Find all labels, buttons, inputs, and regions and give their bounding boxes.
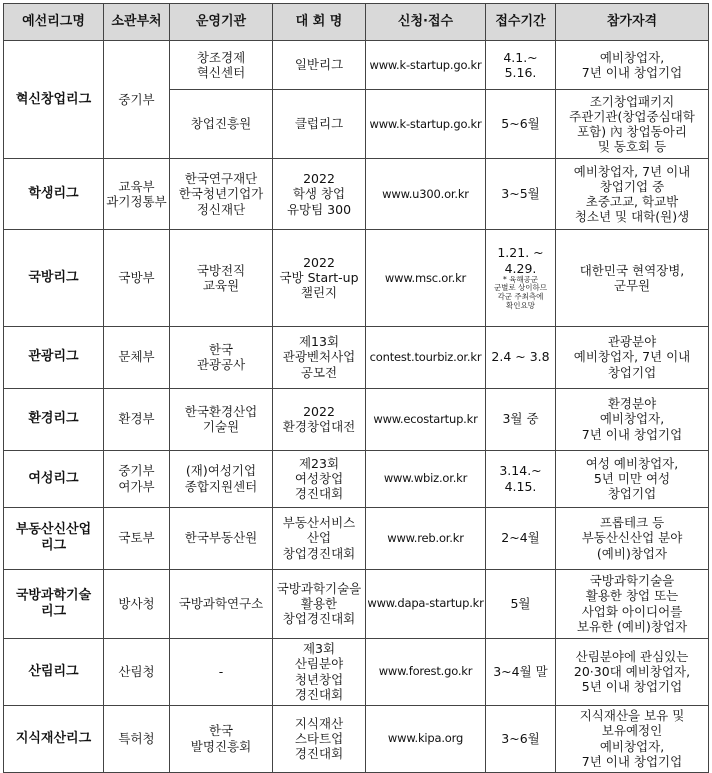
league-name: 국방과학기술 리그 [4, 569, 104, 638]
application-period: 3.14.~ 4.15. [486, 450, 556, 507]
ministry: 산림청 [104, 638, 170, 705]
qualification: 예비창업자, 7년 이내 창업기업 중 초중고교, 학교밖 청소년 및 대학(원)생 [556, 159, 709, 230]
qualification: 조기창업패키지 주관기관(창업중심대학 포함) 內 창업동아리 및 동호회 등 [556, 90, 709, 159]
league-name: 학생리그 [4, 159, 104, 230]
table-row [4, 159, 709, 230]
header-qualification: 참가자격 [556, 4, 709, 41]
header-contest: 대 회 명 [273, 4, 366, 41]
ministry: 중기부 여가부 [104, 450, 170, 507]
application-period: 5~6월 [486, 90, 556, 159]
ministry: 국토부 [104, 507, 170, 569]
operating-org: - [170, 638, 273, 705]
header-site: 신청·접수 [366, 4, 486, 41]
application-period-cell [486, 230, 556, 327]
application-site: www.u300.or.kr [366, 159, 486, 230]
application-period: 3월 중 [486, 388, 556, 450]
contest-name: 일반리그 [273, 41, 366, 90]
application-site: www.reb.or.kr [366, 507, 486, 569]
contest-name: 2022 국방 Start-up 챌린지 [273, 230, 366, 327]
contest-name: 클럽리그 [273, 90, 366, 159]
operating-org: 창조경제 혁신센터 [170, 41, 273, 90]
table-row [4, 230, 709, 327]
operating-org: (재)여성기업 종합지원센터 [170, 450, 273, 507]
operating-org: 국방전직 교육원 [170, 230, 273, 327]
qualification: 환경분야 예비창업자, 7년 이내 창업기업 [556, 388, 709, 450]
application-site: www.msc.or.kr [366, 230, 486, 327]
application-site: contest.tourbiz.or.kr [366, 326, 486, 388]
contest-name: 지식재산 스타트업 경진대회 [273, 705, 366, 772]
league-name: 산림리그 [4, 638, 104, 705]
application-site: www.kipa.org [366, 705, 486, 772]
operating-org: 한국연구재단 한국청년기업가 정신재단 [170, 159, 273, 230]
table-row [4, 41, 709, 90]
table-row [4, 450, 709, 507]
application-period: 4.1.~ 5.16. [486, 41, 556, 90]
header-org: 운영기관 [170, 4, 273, 41]
contest-name: 국방과학기술을 활용한 창업경진대회 [273, 569, 366, 638]
application-period: 2~4월 [486, 507, 556, 569]
qualification: 예비창업자, 7년 이내 창업기업 [556, 41, 709, 90]
ministry: 문체부 [104, 326, 170, 388]
qualification: 산림분야에 관심있는 20·30대 예비창업자, 5년 이내 창업기업 [556, 638, 709, 705]
operating-org: 한국환경산업 기술원 [170, 388, 273, 450]
operating-org: 창업진흥원 [170, 90, 273, 159]
ministry: 방사청 [104, 569, 170, 638]
ministry: 국방부 [104, 230, 170, 327]
application-period: 3~6월 [486, 705, 556, 772]
contest-name: 부동산서비스 산업 창업경진대회 [273, 507, 366, 569]
operating-org: 국방과학연구소 [170, 569, 273, 638]
league-name: 부동산신산업 리그 [4, 507, 104, 569]
period-note: * 육해공군 군별로 상이하므 각군 주최측에 확인요망 [493, 274, 548, 310]
application-site: www.dapa-startup.kr [366, 569, 486, 638]
application-period: 2.4 ~ 3.8 [486, 326, 556, 388]
header-ministry: 소관부처 [104, 4, 170, 41]
application-period: 5월 [486, 569, 556, 638]
application-site: www.k-startup.go.kr [366, 41, 486, 90]
contest-name: 제3회 산림분야 청년창업 경진대회 [273, 638, 366, 705]
ministry: 교육부 과기정통부 [104, 159, 170, 230]
contest-name: 제23회 여성창업 경진대회 [273, 450, 366, 507]
application-site: www.wbiz.or.kr [366, 450, 486, 507]
contest-name: 제13회 관광벤처사업 공모전 [273, 326, 366, 388]
application-period: 3~4월 말 [486, 638, 556, 705]
qualification: 프롭테크 등 부동산신산업 분야 (예비)창업자 [556, 507, 709, 569]
qualification: 대한민국 현역장병, 군무원 [556, 230, 709, 327]
application-period: 3~5월 [486, 159, 556, 230]
qualification: 국방과학기술을 활용한 창업 또는 사업화 아이디어를 보유한 (예비)창업자 [556, 569, 709, 638]
operating-org: 한국 관광공사 [170, 326, 273, 388]
operating-org: 한국부동산원 [170, 507, 273, 569]
table-row [4, 638, 709, 705]
ministry: 환경부 [104, 388, 170, 450]
contest-name: 2022 학생 창업 유망팀 300 [273, 159, 366, 230]
application-period: 1.21. ~ 4.29. [497, 245, 544, 276]
league-name: 관광리그 [4, 326, 104, 388]
contest-name: 2022 환경창업대전 [273, 388, 366, 450]
table-row [4, 388, 709, 450]
application-site: www.k-startup.go.kr [366, 90, 486, 159]
table-row [4, 507, 709, 569]
league-name: 혁신창업리그 [4, 41, 104, 159]
table-row [4, 705, 709, 772]
table-row [4, 569, 709, 638]
header-league: 예선리그명 [4, 4, 104, 41]
qualification: 관광분야 예비창업자, 7년 이내 창업기업 [556, 326, 709, 388]
table-row [4, 326, 709, 388]
application-site: www.ecostartup.kr [366, 388, 486, 450]
league-table [3, 3, 709, 773]
header-period: 접수기간 [486, 4, 556, 41]
league-name: 여성리그 [4, 450, 104, 507]
league-name: 환경리그 [4, 388, 104, 450]
league-name: 국방리그 [4, 230, 104, 327]
header-row [4, 4, 709, 41]
ministry: 특허청 [104, 705, 170, 772]
qualification: 여성 예비창업자, 5년 미만 여성 창업기업 [556, 450, 709, 507]
qualification: 지식재산을 보유 및 보유예정인 예비창업자, 7년 이내 창업기업 [556, 705, 709, 772]
application-site: www.forest.go.kr [366, 638, 486, 705]
ministry: 중기부 [104, 41, 170, 159]
operating-org: 한국 발명진흥회 [170, 705, 273, 772]
league-name: 지식재산리그 [4, 705, 104, 772]
